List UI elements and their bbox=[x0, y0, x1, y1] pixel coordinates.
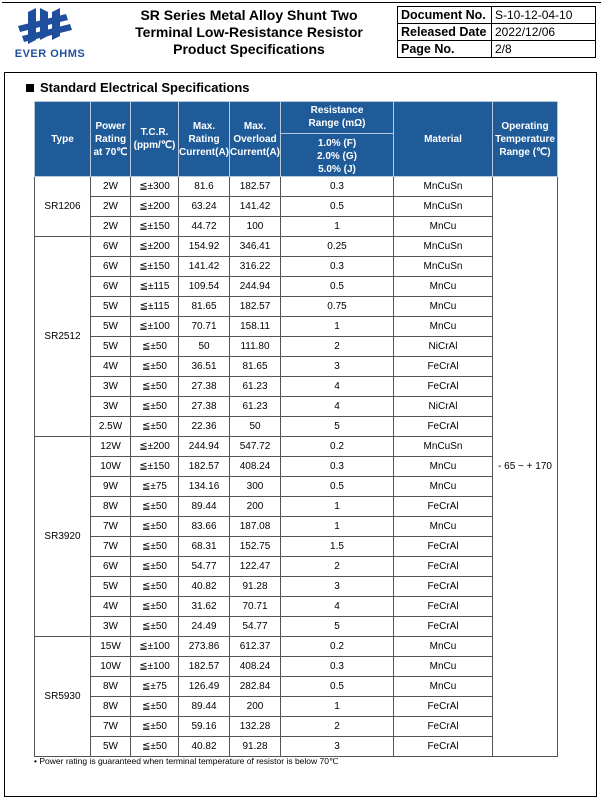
table-row bbox=[35, 297, 558, 317]
document-no-label: Document No. bbox=[398, 7, 492, 24]
material-cell: FeCrAl bbox=[394, 417, 493, 437]
tcr-cell: ≦±150 bbox=[131, 457, 179, 477]
overload-current-cell: 61.23 bbox=[230, 397, 281, 417]
overload-current-cell: 182.57 bbox=[230, 177, 281, 197]
material-cell: MnCu bbox=[394, 317, 493, 337]
rated-current-cell: 154.92 bbox=[179, 237, 230, 257]
power-cell: 7W bbox=[91, 717, 131, 737]
tcr-cell: ≦±115 bbox=[131, 297, 179, 317]
footnote-text: Power rating is guaranteed when terminal temperature of resistor is below 70℃ bbox=[39, 756, 339, 766]
rated-current-cell: 44.72 bbox=[179, 217, 230, 237]
rated-current-cell: 70.71 bbox=[179, 317, 230, 337]
power-cell: 3W bbox=[91, 397, 131, 417]
power-cell: 2W bbox=[91, 217, 131, 237]
rated-current-cell: 109.54 bbox=[179, 277, 230, 297]
power-cell: 4W bbox=[91, 597, 131, 617]
resistance-cell: 0.5 bbox=[281, 197, 394, 217]
table-row bbox=[35, 537, 558, 557]
table-row bbox=[35, 737, 558, 757]
rated-current-cell: 182.57 bbox=[179, 657, 230, 677]
header-type: Type bbox=[35, 102, 91, 177]
table-row bbox=[35, 577, 558, 597]
rated-current-cell: 81.65 bbox=[179, 297, 230, 317]
material-cell: FeCrAl bbox=[394, 717, 493, 737]
material-cell: FeCrAl bbox=[394, 557, 493, 577]
type-cell: SR3920 bbox=[35, 437, 91, 637]
power-cell: 3W bbox=[91, 377, 131, 397]
ever-ohms-logo bbox=[6, 6, 94, 60]
overload-current-cell: 91.28 bbox=[230, 737, 281, 757]
tcr-cell: ≦±50 bbox=[131, 577, 179, 597]
section-title-text: Standard Electrical Specifications bbox=[40, 80, 250, 95]
spec-table-header-row bbox=[35, 102, 558, 177]
resistance-cell: 2 bbox=[281, 717, 394, 737]
tcr-cell: ≦±50 bbox=[131, 357, 179, 377]
overload-current-cell: 132.28 bbox=[230, 717, 281, 737]
overload-current-cell: 141.42 bbox=[230, 197, 281, 217]
table-row bbox=[35, 277, 558, 297]
header-tcr-l1: T.C.R. bbox=[140, 127, 169, 138]
overload-current-cell: 91.28 bbox=[230, 577, 281, 597]
header-power-l2: Rating bbox=[94, 133, 127, 145]
tcr-cell: ≦±200 bbox=[131, 237, 179, 257]
resistance-cell: 0.75 bbox=[281, 297, 394, 317]
resistance-cell: 1 bbox=[281, 697, 394, 717]
power-cell: 6W bbox=[91, 277, 131, 297]
material-cell: MnCuSn bbox=[394, 237, 493, 257]
power-cell: 8W bbox=[91, 677, 131, 697]
resistance-cell: 1.5 bbox=[281, 537, 394, 557]
overload-current-cell: 408.24 bbox=[230, 657, 281, 677]
type-cell: SR1206 bbox=[35, 177, 91, 237]
overload-current-cell: 182.57 bbox=[230, 297, 281, 317]
table-row bbox=[35, 357, 558, 377]
footnote bbox=[34, 756, 339, 767]
tcr-cell: ≦±50 bbox=[131, 597, 179, 617]
header-rated-l1: Max. bbox=[192, 120, 216, 132]
header-resistance-l2: Range (mΩ) bbox=[308, 118, 366, 129]
logo-text: EVER OHMS bbox=[14, 48, 86, 60]
title-line-3: Product Specifications bbox=[173, 41, 325, 57]
document-no-value: S-10-12-04-10 bbox=[492, 7, 596, 24]
header-rated-l2: Rating bbox=[188, 133, 220, 145]
material-cell: MnCu bbox=[394, 297, 493, 317]
header-tcr bbox=[131, 102, 179, 177]
material-cell: FeCrAl bbox=[394, 357, 493, 377]
document-meta-table bbox=[397, 6, 596, 58]
table-row bbox=[35, 617, 558, 637]
resistance-cell: 1 bbox=[281, 517, 394, 537]
rated-current-cell: 27.38 bbox=[179, 397, 230, 417]
resistance-cell: 0.3 bbox=[281, 177, 394, 197]
rated-current-cell: 40.82 bbox=[179, 737, 230, 757]
header-overload-l2: Overload bbox=[233, 133, 277, 145]
table-row bbox=[35, 477, 558, 497]
power-cell: 2W bbox=[91, 197, 131, 217]
table-row bbox=[35, 517, 558, 537]
top-rule bbox=[2, 2, 601, 3]
table-row bbox=[35, 397, 558, 417]
tcr-cell: ≦±75 bbox=[131, 477, 179, 497]
tcr-cell: ≦±50 bbox=[131, 337, 179, 357]
spec-table bbox=[34, 101, 558, 757]
power-cell: 9W bbox=[91, 477, 131, 497]
header-operating-temp bbox=[493, 102, 558, 177]
material-cell: MnCu bbox=[394, 517, 493, 537]
title-line-1: SR Series Metal Alloy Shunt Two bbox=[140, 7, 358, 23]
header-rated-current bbox=[179, 102, 230, 177]
tcr-cell: ≦±50 bbox=[131, 417, 179, 437]
tcr-cell: ≦±50 bbox=[131, 537, 179, 557]
resistance-cell: 0.2 bbox=[281, 637, 394, 657]
material-cell: FeCrAl bbox=[394, 577, 493, 597]
released-date-value: 2022/12/06 bbox=[492, 24, 596, 41]
power-cell: 12W bbox=[91, 437, 131, 457]
material-cell: FeCrAl bbox=[394, 377, 493, 397]
table-row bbox=[35, 497, 558, 517]
material-cell: MnCuSn bbox=[394, 197, 493, 217]
rated-current-cell: 89.44 bbox=[179, 497, 230, 517]
tcr-cell: ≦±75 bbox=[131, 677, 179, 697]
resistance-cell: 1 bbox=[281, 217, 394, 237]
material-cell: FeCrAl bbox=[394, 497, 493, 517]
resistance-cell: 3 bbox=[281, 577, 394, 597]
overload-current-cell: 244.94 bbox=[230, 277, 281, 297]
tcr-cell: ≦±200 bbox=[131, 437, 179, 457]
tcr-cell: ≦±50 bbox=[131, 737, 179, 757]
overload-current-cell: 61.23 bbox=[230, 377, 281, 397]
overload-current-cell: 300 bbox=[230, 477, 281, 497]
rated-current-cell: 244.94 bbox=[179, 437, 230, 457]
header-resistance-top bbox=[281, 102, 393, 134]
tcr-cell: ≦±50 bbox=[131, 557, 179, 577]
header-resistance-range bbox=[281, 102, 394, 177]
resistance-cell: 5 bbox=[281, 417, 394, 437]
tcr-cell: ≦±50 bbox=[131, 697, 179, 717]
overload-current-cell: 50 bbox=[230, 417, 281, 437]
power-cell: 7W bbox=[91, 517, 131, 537]
rated-current-cell: 81.6 bbox=[179, 177, 230, 197]
material-cell: MnCu bbox=[394, 457, 493, 477]
overload-current-cell: 111.80 bbox=[230, 337, 281, 357]
overload-current-cell: 187.08 bbox=[230, 517, 281, 537]
power-cell: 5W bbox=[91, 317, 131, 337]
table-row bbox=[35, 717, 558, 737]
header-power-l3: at 70℃ bbox=[93, 146, 128, 158]
table-row bbox=[35, 697, 558, 717]
resistance-cell: 4 bbox=[281, 597, 394, 617]
header-power bbox=[91, 102, 131, 177]
header-overload-l3: Current(A) bbox=[230, 146, 280, 158]
material-cell: MnCuSn bbox=[394, 257, 493, 277]
resistance-cell: 1 bbox=[281, 317, 394, 337]
tcr-cell: ≦±50 bbox=[131, 397, 179, 417]
type-cell: SR2512 bbox=[35, 237, 91, 437]
rated-current-cell: 182.57 bbox=[179, 457, 230, 477]
overload-current-cell: 122.47 bbox=[230, 557, 281, 577]
material-cell: FeCrAl bbox=[394, 737, 493, 757]
resistance-cell: 3 bbox=[281, 737, 394, 757]
rated-current-cell: 50 bbox=[179, 337, 230, 357]
table-row bbox=[35, 197, 558, 217]
material-cell: MnCu bbox=[394, 657, 493, 677]
material-cell: FeCrAl bbox=[394, 697, 493, 717]
overload-current-cell: 158.11 bbox=[230, 317, 281, 337]
table-row bbox=[35, 257, 558, 277]
tcr-cell: ≦±50 bbox=[131, 617, 179, 637]
tcr-cell: ≦±50 bbox=[131, 517, 179, 537]
power-cell: 6W bbox=[91, 257, 131, 277]
material-cell: MnCuSn bbox=[394, 177, 493, 197]
table-row bbox=[35, 437, 558, 457]
tcr-cell: ≦±100 bbox=[131, 657, 179, 677]
footnote-bullet-icon: • bbox=[34, 756, 37, 766]
resistance-cell: 0.5 bbox=[281, 477, 394, 497]
rated-current-cell: 59.16 bbox=[179, 717, 230, 737]
header-tolerance-g: 2.0% (G) bbox=[316, 151, 357, 162]
table-row bbox=[35, 637, 558, 657]
title-line-2: Terminal Low-Resistance Resistor bbox=[135, 24, 363, 40]
rated-current-cell: 27.38 bbox=[179, 377, 230, 397]
rated-current-cell: 68.31 bbox=[179, 537, 230, 557]
power-cell: 2.5W bbox=[91, 417, 131, 437]
tcr-cell: ≦±100 bbox=[131, 637, 179, 657]
rated-current-cell: 24.49 bbox=[179, 617, 230, 637]
power-cell: 5W bbox=[91, 737, 131, 757]
header-overload-l1: Max. bbox=[243, 120, 267, 132]
material-cell: MnCu bbox=[394, 677, 493, 697]
header-material: Material bbox=[394, 102, 493, 177]
overload-current-cell: 100 bbox=[230, 217, 281, 237]
rated-current-cell: 134.16 bbox=[179, 477, 230, 497]
power-cell: 5W bbox=[91, 337, 131, 357]
tcr-cell: ≦±150 bbox=[131, 217, 179, 237]
overload-current-cell: 152.75 bbox=[230, 537, 281, 557]
table-row bbox=[35, 597, 558, 617]
rated-current-cell: 89.44 bbox=[179, 697, 230, 717]
power-cell: 5W bbox=[91, 577, 131, 597]
tcr-cell: ≦±50 bbox=[131, 377, 179, 397]
material-cell: MnCu bbox=[394, 277, 493, 297]
bullet-square-icon bbox=[26, 84, 34, 92]
power-cell: 8W bbox=[91, 697, 131, 717]
material-cell: FeCrAl bbox=[394, 617, 493, 637]
header-overload-current bbox=[230, 102, 281, 177]
table-row bbox=[35, 317, 558, 337]
rated-current-cell: 36.51 bbox=[179, 357, 230, 377]
material-cell: NiCrAl bbox=[394, 397, 493, 417]
resistance-cell: 4 bbox=[281, 397, 394, 417]
resistance-cell: 0.5 bbox=[281, 677, 394, 697]
material-cell: FeCrAl bbox=[394, 537, 493, 557]
resistance-cell: 0.25 bbox=[281, 237, 394, 257]
resistance-cell: 0.2 bbox=[281, 437, 394, 457]
overload-current-cell: 54.77 bbox=[230, 617, 281, 637]
rated-current-cell: 63.24 bbox=[179, 197, 230, 217]
header-temp-l1: Operating bbox=[501, 120, 549, 132]
rated-current-cell: 40.82 bbox=[179, 577, 230, 597]
header-rated-l3: Current(A) bbox=[179, 146, 229, 158]
power-cell: 7W bbox=[91, 537, 131, 557]
rated-current-cell: 31.62 bbox=[179, 597, 230, 617]
power-cell: 6W bbox=[91, 237, 131, 257]
operating-temp-cell: - 65 ~ + 170 bbox=[493, 177, 558, 757]
table-row bbox=[35, 217, 558, 237]
material-cell: NiCrAl bbox=[394, 337, 493, 357]
rated-current-cell: 83.66 bbox=[179, 517, 230, 537]
overload-current-cell: 200 bbox=[230, 697, 281, 717]
resistance-cell: 0.3 bbox=[281, 457, 394, 477]
rated-current-cell: 273.86 bbox=[179, 637, 230, 657]
table-row bbox=[35, 337, 558, 357]
type-cell: SR5930 bbox=[35, 637, 91, 757]
tcr-cell: ≦±50 bbox=[131, 497, 179, 517]
rated-current-cell: 22.36 bbox=[179, 417, 230, 437]
tcr-cell: ≦±50 bbox=[131, 717, 179, 737]
overload-current-cell: 70.71 bbox=[230, 597, 281, 617]
resistance-cell: 1 bbox=[281, 497, 394, 517]
header-tolerance-f: 1.0% (F) bbox=[317, 138, 357, 149]
resistance-cell: 0.3 bbox=[281, 257, 394, 277]
material-cell: MnCu bbox=[394, 477, 493, 497]
power-cell: 8W bbox=[91, 497, 131, 517]
overload-current-cell: 346.41 bbox=[230, 237, 281, 257]
table-row bbox=[35, 677, 558, 697]
power-cell: 10W bbox=[91, 657, 131, 677]
overload-current-cell: 81.65 bbox=[230, 357, 281, 377]
power-cell: 2W bbox=[91, 177, 131, 197]
document-title bbox=[108, 7, 390, 58]
material-cell: MnCuSn bbox=[394, 437, 493, 457]
resistance-cell: 2 bbox=[281, 557, 394, 577]
resistance-cell: 4 bbox=[281, 377, 394, 397]
material-cell: MnCu bbox=[394, 217, 493, 237]
header-power-l1: Power bbox=[95, 120, 126, 132]
resistance-cell: 5 bbox=[281, 617, 394, 637]
tcr-cell: ≦±100 bbox=[131, 317, 179, 337]
table-row bbox=[35, 457, 558, 477]
section-title bbox=[26, 80, 250, 95]
resistance-cell: 2 bbox=[281, 337, 394, 357]
power-cell: 15W bbox=[91, 637, 131, 657]
table-row bbox=[35, 237, 558, 257]
tcr-cell: ≦±115 bbox=[131, 277, 179, 297]
power-cell: 10W bbox=[91, 457, 131, 477]
tcr-cell: ≦±200 bbox=[131, 197, 179, 217]
overload-current-cell: 612.37 bbox=[230, 637, 281, 657]
overload-current-cell: 316.22 bbox=[230, 257, 281, 277]
material-cell: MnCu bbox=[394, 637, 493, 657]
rated-current-cell: 54.77 bbox=[179, 557, 230, 577]
header-resistance-l1: Resistance bbox=[310, 105, 364, 116]
page-no-label: Page No. bbox=[398, 41, 492, 58]
table-row bbox=[35, 417, 558, 437]
overload-current-cell: 282.84 bbox=[230, 677, 281, 697]
rated-current-cell: 126.49 bbox=[179, 677, 230, 697]
rated-current-cell: 141.42 bbox=[179, 257, 230, 277]
table-row bbox=[35, 657, 558, 677]
table-row bbox=[35, 177, 558, 197]
page-no-value: 2/8 bbox=[492, 41, 596, 58]
material-cell: FeCrAl bbox=[394, 597, 493, 617]
tcr-cell: ≦±300 bbox=[131, 177, 179, 197]
overload-current-cell: 200 bbox=[230, 497, 281, 517]
tcr-cell: ≦±150 bbox=[131, 257, 179, 277]
header-temp-l2: Temperature bbox=[495, 133, 555, 145]
header-tolerance-j: 5.0% (J) bbox=[318, 164, 356, 175]
resistance-cell: 0.3 bbox=[281, 657, 394, 677]
header-tcr-l2: (ppm/℃) bbox=[133, 140, 176, 151]
resistance-cell: 3 bbox=[281, 357, 394, 377]
released-date-label: Released Date bbox=[398, 24, 492, 41]
header-resistance-tolerances bbox=[281, 134, 393, 176]
power-cell: 5W bbox=[91, 297, 131, 317]
resistance-cell: 0.5 bbox=[281, 277, 394, 297]
power-cell: 4W bbox=[91, 357, 131, 377]
spec-table-body bbox=[35, 177, 558, 757]
power-cell: 3W bbox=[91, 617, 131, 637]
header-temp-l3: Range (℃) bbox=[499, 146, 551, 158]
table-row bbox=[35, 557, 558, 577]
overload-current-cell: 547.72 bbox=[230, 437, 281, 457]
overload-current-cell: 408.24 bbox=[230, 457, 281, 477]
table-row bbox=[35, 377, 558, 397]
power-cell: 6W bbox=[91, 557, 131, 577]
